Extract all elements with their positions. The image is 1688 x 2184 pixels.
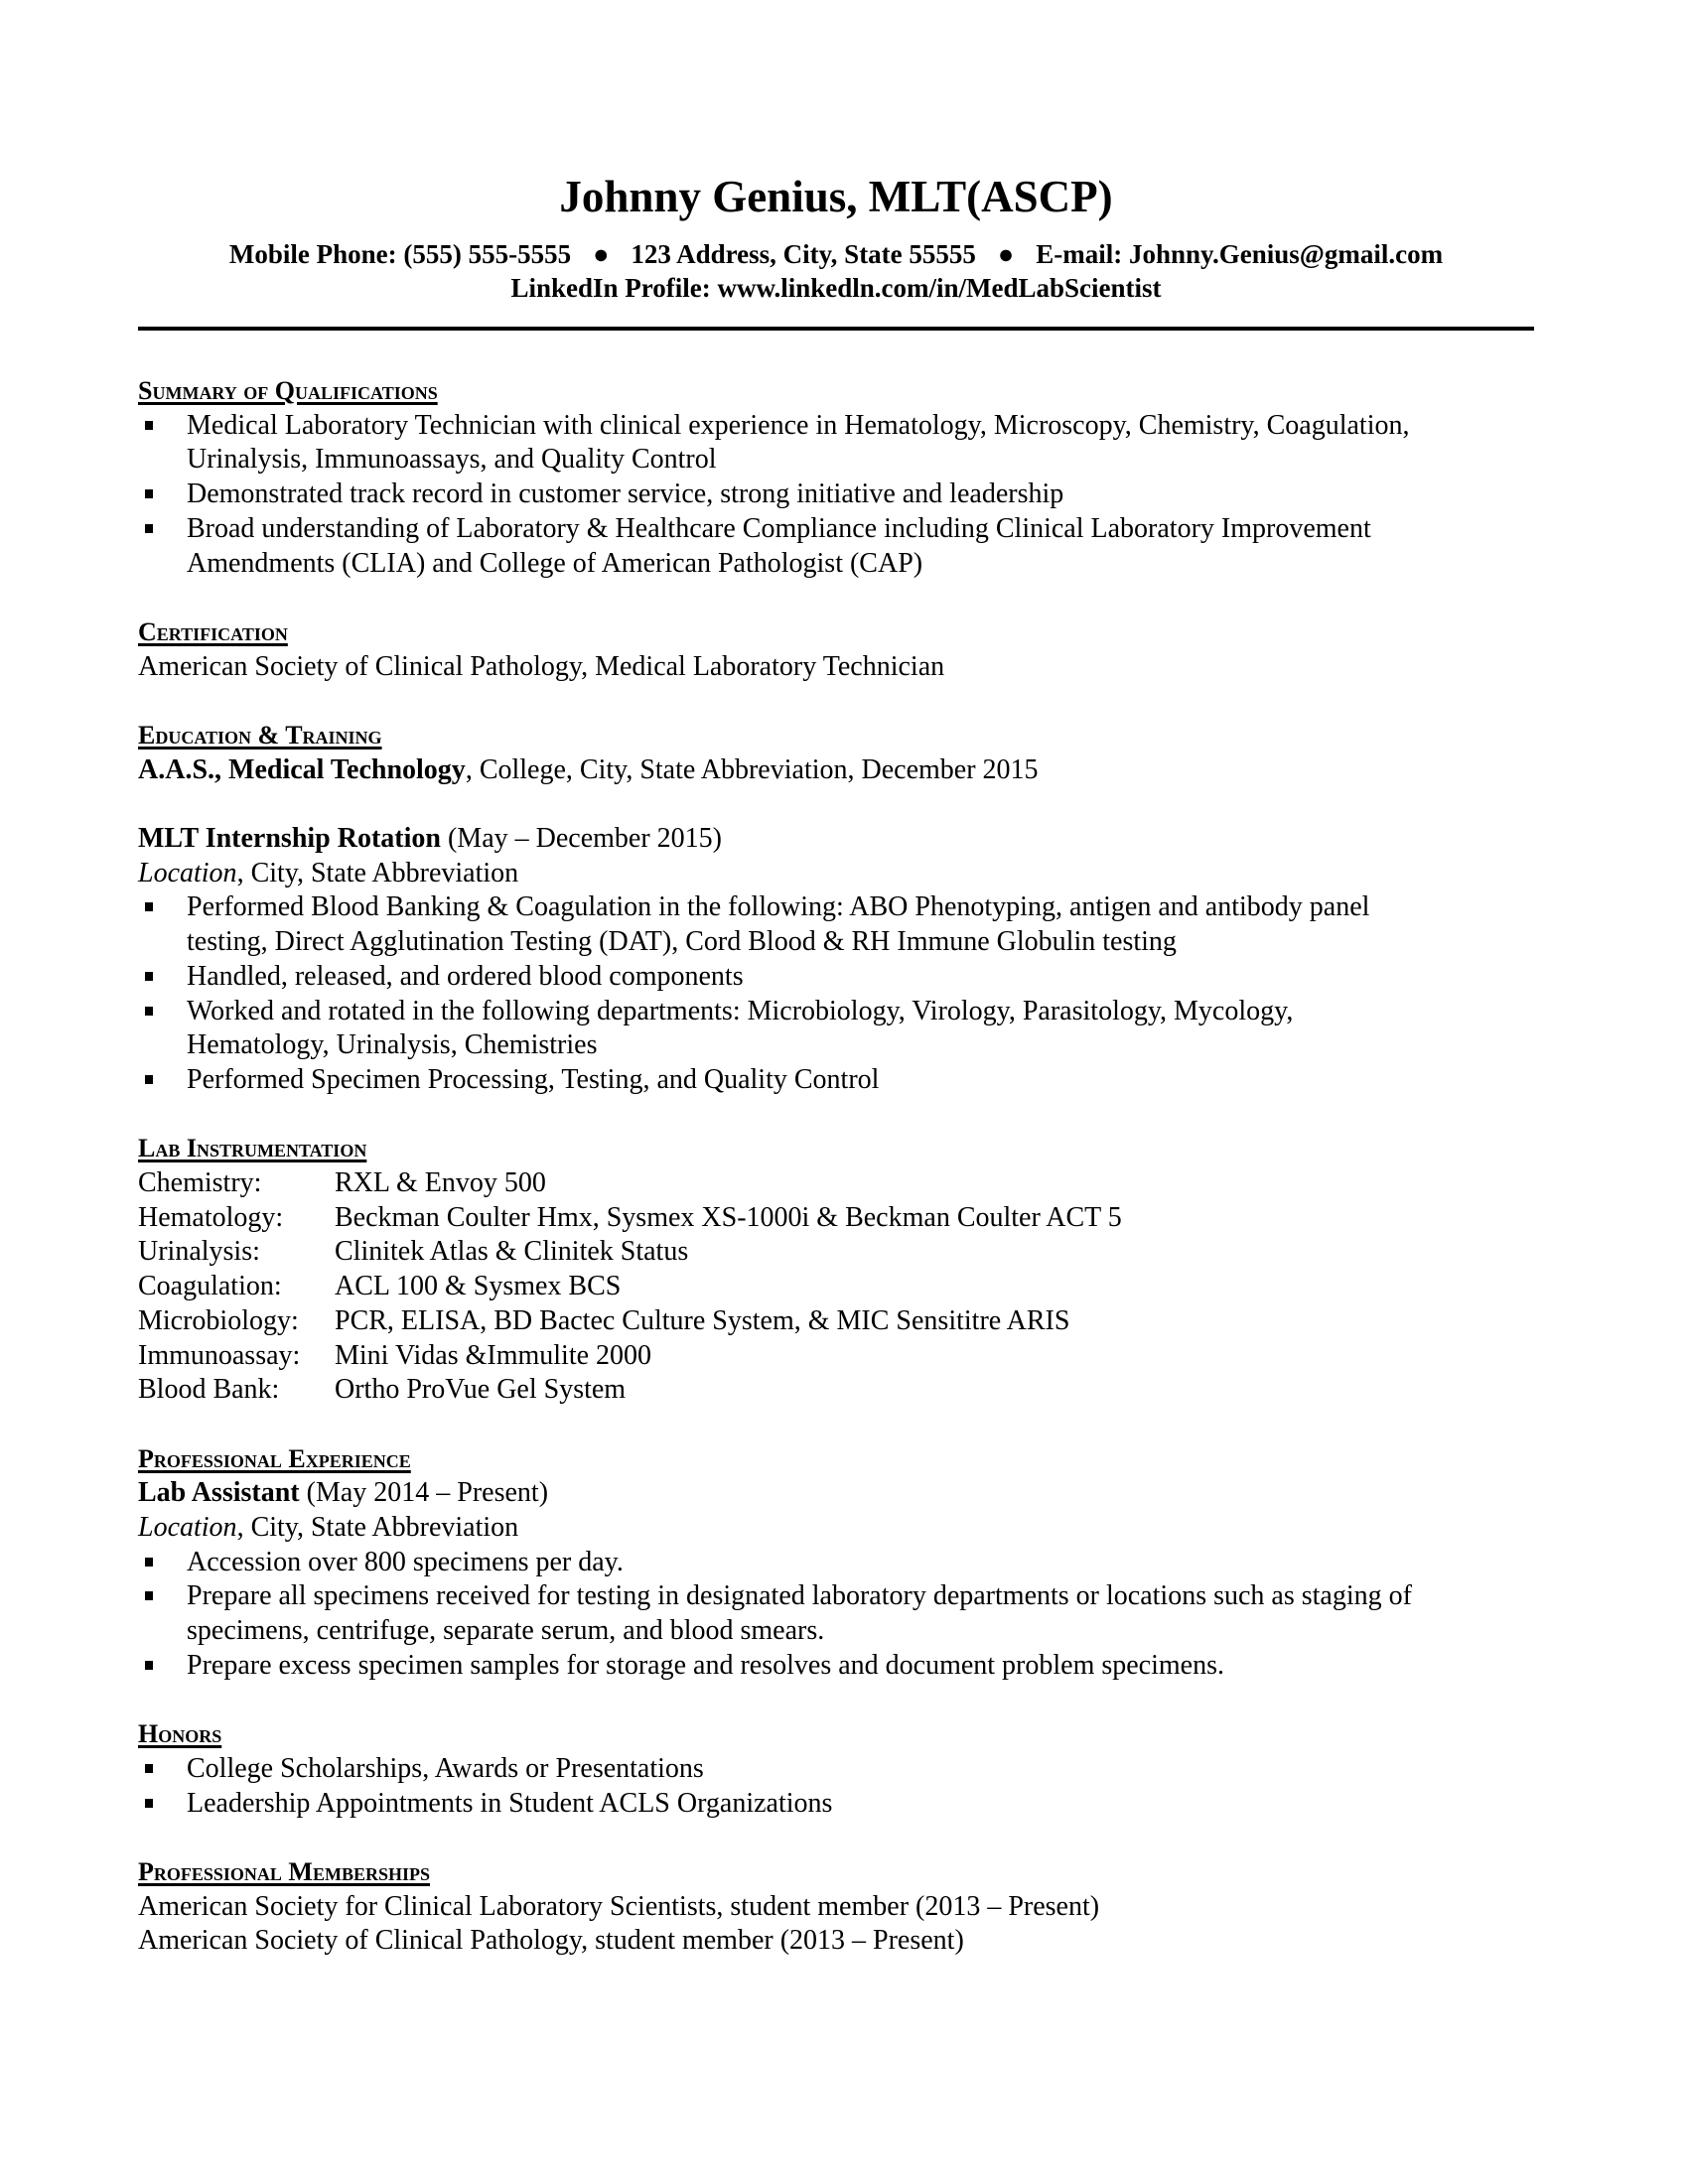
list-item <box>138 1752 1534 1787</box>
job-title: Lab Assistant <box>138 1477 300 1509</box>
summary-list <box>138 409 1534 582</box>
location-label: Location <box>138 1512 237 1544</box>
list-item <box>138 1063 1534 1098</box>
job-location <box>138 1511 1534 1546</box>
section-heading-honors: Honors <box>138 1719 222 1749</box>
instrument-list: Ortho ProVue Gel System <box>335 1374 627 1406</box>
bullet-text: Prepare excess specimen samples for storage and resolves and document problem specimens. <box>187 1649 1224 1681</box>
instrument-row <box>138 1373 1534 1408</box>
degree: A.A.S., Medical Technology <box>138 753 466 785</box>
degree-line <box>138 753 1534 788</box>
bullet-text: Hematology, Urinalysis, Chemistries <box>187 1029 598 1061</box>
list-item <box>138 1546 1534 1580</box>
section-heading-summary: Summary of Qualifications <box>138 376 438 405</box>
section-heading-instrumentation: Lab Instrumentation <box>138 1134 367 1163</box>
honors-list <box>138 1752 1534 1821</box>
instrument-row <box>138 1235 1534 1270</box>
resume-body <box>138 374 1534 1959</box>
instrument-list: Clinitek Atlas & Clinitek Status <box>335 1236 689 1268</box>
instrument-category: Immunoassay: <box>138 1339 301 1371</box>
instrument-list: Mini Vidas &Immulite 2000 <box>335 1339 652 1371</box>
instrument-category: Chemistry: <box>138 1167 262 1199</box>
instrument-list: RXL & Envoy 500 <box>335 1167 546 1199</box>
internship-title-line <box>138 822 1534 857</box>
experience-list <box>138 1546 1534 1684</box>
instrument-row <box>138 1270 1534 1304</box>
email: E-mail: Johnny.Genius@gmail.com <box>1036 239 1444 269</box>
bullet-text: Urinalysis, Immunoassays, and Quality Control <box>187 444 717 476</box>
header-divider <box>138 327 1534 331</box>
instrument-row <box>138 1304 1534 1339</box>
list-item <box>138 890 1534 959</box>
instrumentation-table <box>138 1166 1534 1408</box>
bullet-text: Medical Laboratory Technician with clinical experience in Hematology, Microscopy, Chemistry, Coagulation, <box>187 409 1410 441</box>
bullet-text: Leadership Appointments in Student ACLS Organizations <box>187 1787 833 1819</box>
bullet-text: specimens, centrifuge, separate serum, and blood smears. <box>187 1615 825 1647</box>
instrument-list: PCR, ELISA, BD Bactec Culture System, & MIC Sensititre ARIS <box>335 1304 1070 1336</box>
instrument-category: Hematology: <box>138 1201 284 1233</box>
membership-item: American Society of Clinical Pathology, student member (2013 – Present) <box>138 1925 964 1957</box>
instrument-row <box>138 1201 1534 1236</box>
internship-title: MLT Internship Rotation <box>138 823 441 855</box>
job-dates: (May 2014 – Present) <box>299 1477 549 1509</box>
section-heading-certification: Certification <box>138 616 288 646</box>
list-item <box>138 478 1534 512</box>
list-item <box>138 995 1534 1063</box>
instrument-category: Microbiology: <box>138 1304 299 1336</box>
bullet-text: Worked and rotated in the following departments: Microbiology, Virology, Parasitology, Mycology, <box>187 995 1294 1026</box>
phone: Mobile Phone: (555) 555-5555 <box>228 239 572 269</box>
location-label: Location <box>138 857 237 888</box>
list-item <box>138 1649 1534 1684</box>
instrument-list: ACL 100 & Sysmex BCS <box>335 1271 622 1302</box>
bullet-text: Handled, released, and ordered blood components <box>187 960 744 992</box>
bullet-separator: ● <box>997 239 1015 269</box>
bullet-text: Amendments (CLIA) and College of American Pathologist (CAP) <box>187 547 923 579</box>
internship-location <box>138 857 1534 891</box>
bullet-text: Demonstrated track record in customer service, strong initiative and leadership <box>187 478 1064 510</box>
list-item <box>138 409 1534 478</box>
list-item <box>138 1579 1534 1648</box>
linkedin-profile: LinkedIn Profile: www.linkedln.com/in/MedLabScientist <box>510 273 1162 303</box>
instrument-category: Blood Bank: <box>138 1374 280 1406</box>
bullet-text: College Scholarships, Awards or Presentations <box>187 1752 704 1784</box>
instrument-row <box>138 1339 1534 1374</box>
address: 123 Address, City, State 55555 <box>631 239 976 269</box>
resume-name: Johnny Genius, MLT(ASCP) <box>559 172 1113 221</box>
section-heading-experience: Professional Experience <box>138 1443 411 1473</box>
contact-line <box>138 237 1534 271</box>
location-details: , City, State Abbreviation <box>236 857 519 888</box>
membership-item: American Society for Clinical Laboratory Scientists, student member (2013 – Present) <box>138 1890 1100 1922</box>
list-item <box>138 512 1534 581</box>
bullet-text: testing, Direct Agglutination Testing (DAT), Cord Blood & RH Immune Globulin testing <box>187 926 1177 958</box>
section-heading-memberships: Professional Memberships <box>138 1857 430 1887</box>
bullet-text: Performed Blood Banking & Coagulation in the following: ABO Phenotyping, antigen and antibody panel <box>187 891 1370 923</box>
instrument-list: Beckman Coulter Hmx, Sysmex XS-1000i & Beckman Coulter ACT 5 <box>335 1201 1122 1233</box>
bullet-text: Prepare all specimens received for testing in designated laboratory departments or locations such as staging of <box>187 1580 1412 1612</box>
internship-list <box>138 890 1534 1097</box>
degree-details: , College, City, State Abbreviation, December 2015 <box>465 753 1039 785</box>
instrument-category: Coagulation: <box>138 1271 282 1302</box>
job-title-line <box>138 1476 1534 1511</box>
instrument-category: Urinalysis: <box>138 1236 260 1268</box>
certification-text: American Society of Clinical Pathology, Medical Laboratory Technician <box>138 650 945 682</box>
section-heading-education: Education & Training <box>138 720 382 750</box>
list-item <box>138 960 1534 995</box>
bullet-text: Broad understanding of Laboratory & Healthcare Compliance including Clinical Laboratory Improvement <box>187 512 1371 544</box>
list-item <box>138 1787 1534 1822</box>
internship-dates: (May – December 2015) <box>440 823 722 855</box>
bullet-separator: ● <box>593 239 610 269</box>
bullet-text: Performed Specimen Processing, Testing, and Quality Control <box>187 1063 880 1095</box>
location-details: , City, State Abbreviation <box>236 1512 519 1544</box>
bullet-text: Accession over 800 specimens per day. <box>187 1546 624 1577</box>
instrument-row <box>138 1166 1534 1201</box>
